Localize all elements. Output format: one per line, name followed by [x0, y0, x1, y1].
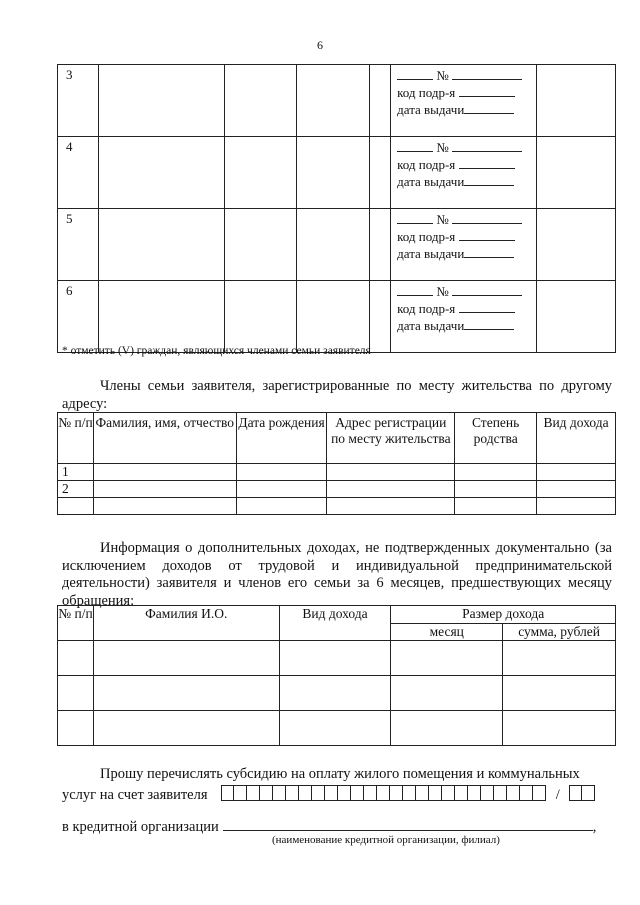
digit-cell[interactable]	[325, 785, 338, 801]
table-row	[58, 65, 616, 137]
row-num: 6	[58, 281, 99, 353]
slash-separator: /	[555, 786, 560, 803]
row-num: 2	[58, 481, 94, 498]
col-num: № п/п	[58, 413, 94, 464]
digit-cell[interactable]	[364, 785, 377, 801]
account-suffix-cells[interactable]	[569, 785, 595, 806]
table-row	[58, 281, 616, 353]
table-row	[58, 498, 616, 515]
digit-cell[interactable]	[377, 785, 390, 801]
col-name: Фамилия И.О.	[93, 606, 279, 641]
digit-cell[interactable]	[533, 785, 546, 801]
digit-cell[interactable]	[221, 785, 234, 801]
footnote: * отметить (V) граждан, являющихся членами семьи заявителя	[62, 345, 371, 357]
digit-cell[interactable]	[247, 785, 260, 801]
document-cell[interactable]: № код подр-я дата выдачи	[391, 209, 537, 281]
table-row	[58, 464, 616, 481]
col-month: месяц	[391, 623, 503, 641]
col-num: № п/п	[58, 606, 94, 641]
digit-cell[interactable]	[416, 785, 429, 801]
bank-label: в кредитной организации	[62, 819, 219, 835]
digit-cell[interactable]	[494, 785, 507, 801]
row-num: 1	[58, 464, 94, 481]
col-fio: Фамилия, имя, отчество	[93, 413, 236, 464]
digit-cell[interactable]	[582, 785, 595, 801]
digit-cell[interactable]	[338, 785, 351, 801]
col-income-size: Размер дохода	[391, 606, 616, 624]
bank-note: (наименование кредитной организации, филиал)	[272, 834, 500, 846]
digit-cell[interactable]	[312, 785, 325, 801]
digit-cell[interactable]	[455, 785, 468, 801]
row-num	[58, 498, 94, 515]
request-line2: услуг на счет заявителя	[62, 786, 208, 803]
document-cell[interactable]: № код подр-я дата выдачи	[391, 65, 537, 137]
document-cell[interactable]: № код подр-я дата выдачи	[391, 137, 537, 209]
digit-cell[interactable]	[273, 785, 286, 801]
section3-intro: Информация о дополнительных доходах, не подтвержденных документально (за исключением доходов от трудовой и индивидуальной предпринимательской деятельности) заявителя и членов его семьи за 6 месяцев, предшествующих месяцу обращения:	[62, 540, 612, 609]
request-line1: Прошу перечислять субсидию на оплату жилого помещения и коммунальных	[100, 766, 580, 782]
subsidy-request	[62, 765, 612, 806]
digit-cell[interactable]	[234, 785, 247, 801]
col-sum: сумма, рублей	[503, 623, 616, 641]
row-num: 3	[58, 65, 99, 137]
col-address: Адрес регистрации по месту жительства	[327, 413, 455, 464]
document-cell[interactable]: № код подр-я дата выдачи	[391, 281, 537, 353]
table-row	[58, 481, 616, 498]
additional-income-table	[57, 605, 616, 746]
digit-cell[interactable]	[468, 785, 481, 801]
section2-intro: Члены семьи заявителя, зарегистрированные по месту жительства по другому адресу:	[62, 378, 612, 412]
col-income-type: Вид дохода	[537, 413, 616, 464]
table-row	[58, 711, 616, 746]
page-number: 6	[317, 38, 323, 52]
account-number-cells[interactable]	[221, 785, 546, 806]
digit-cell[interactable]	[286, 785, 299, 801]
digit-cell[interactable]	[520, 785, 533, 801]
digit-cell[interactable]	[351, 785, 364, 801]
table-row	[58, 209, 616, 281]
digit-cell[interactable]	[481, 785, 494, 801]
table-row	[58, 641, 616, 676]
bank-line: в кредитной организации ,	[62, 819, 597, 835]
digit-cell[interactable]	[569, 785, 582, 801]
bank-name-field[interactable]	[223, 817, 593, 831]
col-relation: Степень родства	[455, 413, 537, 464]
digit-cell[interactable]	[299, 785, 312, 801]
digit-cell[interactable]	[442, 785, 455, 801]
digit-cell[interactable]	[390, 785, 403, 801]
family-members-table	[57, 64, 616, 353]
digit-cell[interactable]	[260, 785, 273, 801]
digit-cell[interactable]	[403, 785, 416, 801]
row-num: 4	[58, 137, 99, 209]
table-row	[58, 137, 616, 209]
table-row	[58, 676, 616, 711]
col-birth: Дата рождения	[236, 413, 327, 464]
row-num: 5	[58, 209, 99, 281]
col-income-type: Вид дохода	[279, 606, 391, 641]
digit-cell[interactable]	[429, 785, 442, 801]
other-address-members-table	[57, 412, 616, 515]
digit-cell[interactable]	[507, 785, 520, 801]
